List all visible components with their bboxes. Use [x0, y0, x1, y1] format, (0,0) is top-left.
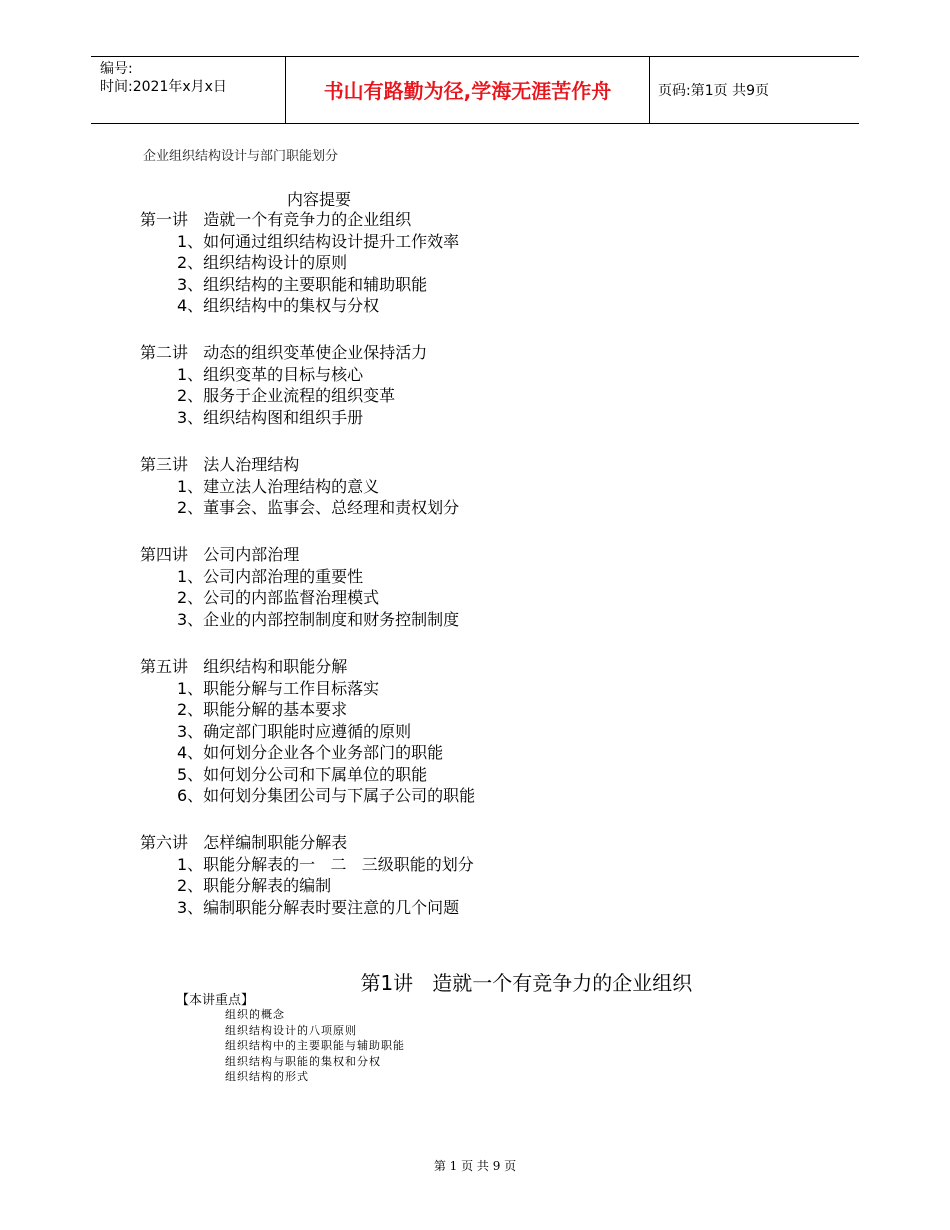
lecture-item: 3、企业的内部控制制度和财务控制制度 — [177, 609, 460, 629]
lecture-item: 2、职能分解表的编制 — [177, 876, 332, 895]
lecture-title: 第二讲 动态的组织变革使企业保持活力 — [140, 343, 428, 362]
lecture-item: 1、职能分解与工作目标落实 — [177, 678, 380, 698]
lecture-title: 第三讲 法人治理结构 — [140, 455, 300, 474]
key-point-item: 组织结构中的主要职能与辅助职能 — [225, 1039, 405, 1052]
lecture-section — [140, 544, 459, 630]
lecture-item: 1、如何通过组织结构设计提升工作效率 — [177, 231, 460, 251]
lecture-item: 1、建立法人治理结构的意义 — [177, 476, 380, 496]
lecture-section — [140, 454, 459, 519]
lecture-item: 5、如何划分公司和下属单位的职能 — [177, 764, 428, 784]
lecture-title: 第四讲 公司内部治理 — [140, 545, 300, 564]
chapter-heading-wrapper — [0, 943, 950, 996]
lecture-item: 4、如何划分企业各个业务部门的职能 — [177, 743, 444, 762]
document-number-label: 编号: — [100, 61, 133, 77]
lecture-item: 2、董事会、监事会、总经理和责权划分 — [177, 498, 460, 517]
lecture-item: 3、编制职能分解表时要注意的几个问题 — [177, 897, 460, 917]
lecture-item: 2、公司的内部监督治理模式 — [177, 588, 380, 607]
lecture-title: 第五讲 组织结构和职能分解 — [140, 657, 348, 676]
lecture-item: 1、公司内部治理的重要性 — [177, 566, 364, 586]
lecture-item: 3、组织结构的主要职能和辅助职能 — [177, 274, 428, 294]
chapter-heading: 第1讲 造就一个有竞争力的企业组织 — [360, 971, 693, 995]
document-title: 企业组织结构设计与部门职能划分 — [143, 149, 339, 164]
lecture-title: 第一讲 造就一个有竞争力的企业组织 — [140, 210, 412, 229]
motto-text: 书山有路勤为径,学海无涯苦作舟 — [323, 79, 612, 103]
lecture-section — [140, 209, 459, 317]
key-point-item: 组织的概念 — [225, 1008, 285, 1021]
key-points-label: 【本讲重点】 — [176, 993, 255, 1008]
lecture-item: 4、组织结构中的集权与分权 — [177, 296, 380, 315]
lecture-section — [140, 342, 427, 428]
lecture-item: 6、如何划分集团公司与下属子公司的职能 — [177, 786, 476, 805]
header-page-cell — [650, 57, 859, 123]
lecture-item: 1、组织变革的目标与核心 — [177, 364, 364, 384]
lecture-item: 3、组织结构图和组织手册 — [177, 407, 364, 427]
lecture-section — [140, 832, 474, 918]
page-code-label: 页码:第1页 共9页 — [658, 83, 769, 99]
lecture-item: 3、确定部门职能时应遵循的原则 — [177, 721, 412, 741]
document-date-label: 时间:2021年x月x日 — [100, 79, 227, 95]
page-footer: 第 1 页 共 9 页 — [433, 1159, 517, 1173]
toc-heading: 内容提要 — [287, 190, 352, 209]
key-point-item: 组织结构的形式 — [225, 1070, 309, 1083]
lecture-section — [140, 656, 475, 807]
key-point-item: 组织结构设计的八项原则 — [225, 1023, 357, 1037]
lecture-item: 2、服务于企业流程的组织变革 — [177, 386, 396, 405]
key-point-item: 组织结构与职能的集权和分权 — [225, 1054, 381, 1068]
header-motto-cell — [285, 57, 650, 123]
header-meta-cell — [91, 57, 285, 123]
key-points-list — [225, 1007, 405, 1085]
lecture-item: 2、职能分解的基本要求 — [177, 700, 348, 719]
lecture-item: 2、组织结构设计的原则 — [177, 253, 348, 272]
lecture-title: 第六讲 怎样编制职能分解表 — [140, 833, 348, 852]
lecture-item: 1、职能分解表的一 二 三级职能的划分 — [177, 854, 474, 874]
page-header — [91, 56, 859, 124]
